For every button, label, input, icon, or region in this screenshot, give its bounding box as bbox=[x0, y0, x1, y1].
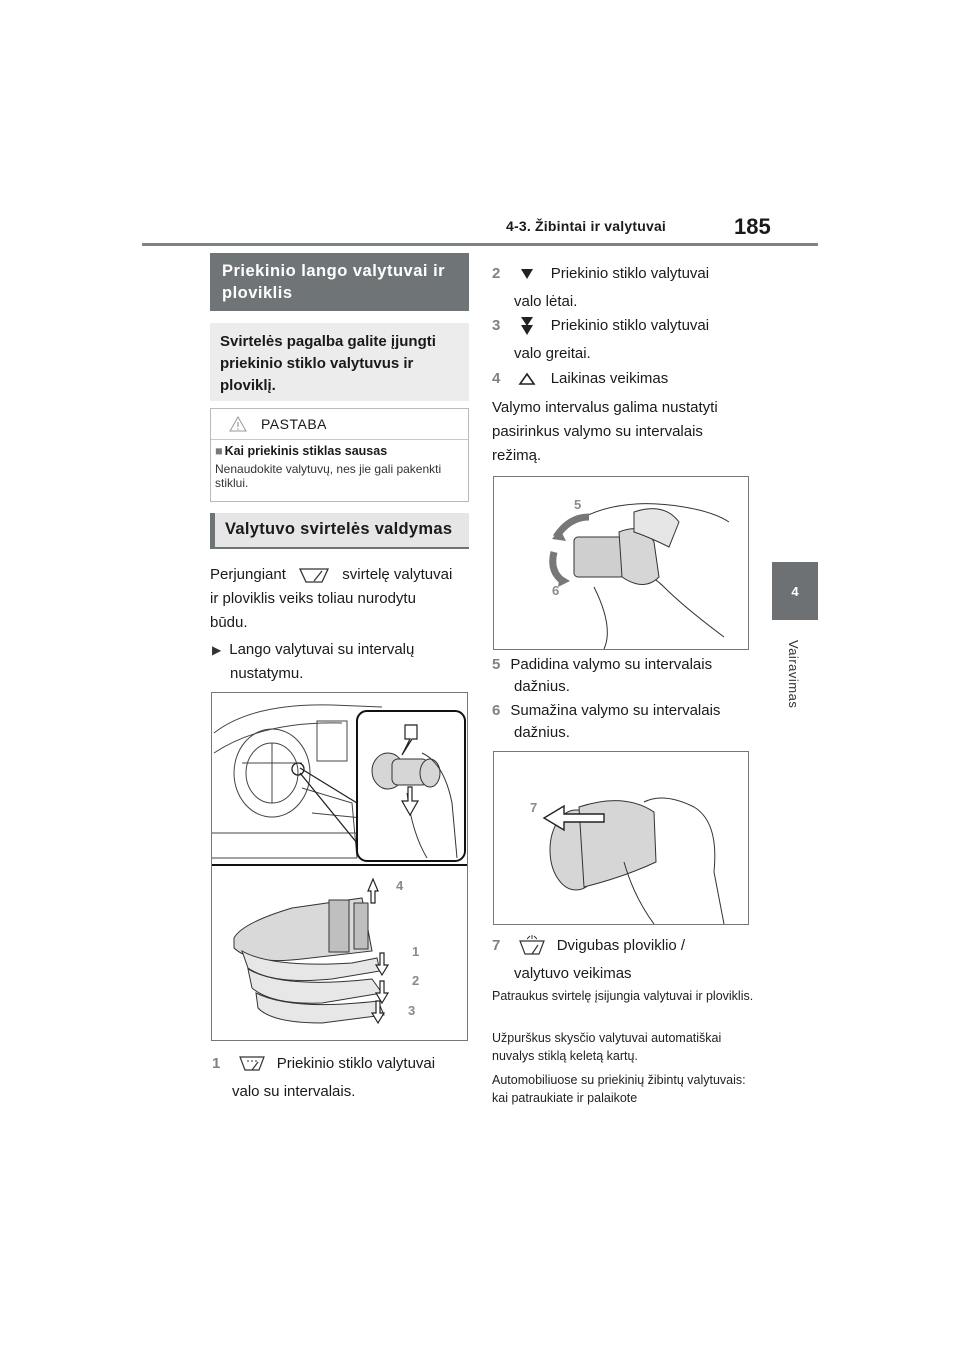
item-number: 5 bbox=[492, 656, 501, 673]
figure-label-1: 1 bbox=[412, 944, 420, 959]
item-number: 1 bbox=[212, 1055, 221, 1072]
para-line: režimą. bbox=[492, 447, 542, 464]
notice-subheading bbox=[211, 440, 468, 458]
figure-label-3: 3 bbox=[408, 1003, 416, 1018]
interval-paragraph bbox=[492, 396, 764, 468]
small-paragraph: Užpurškus skysčio valytuvai automatiškai nuvalys stiklą keletą kartų. bbox=[492, 1031, 722, 1063]
para-text-1: Perjungiant bbox=[210, 566, 286, 583]
item-number: 4 bbox=[492, 370, 501, 387]
interval-ring-illustration bbox=[494, 477, 748, 649]
section-heading: Valytuvo svirtelės valdymas bbox=[210, 513, 469, 549]
figure-label-6: 6 bbox=[552, 583, 560, 598]
lever-illustration bbox=[212, 693, 467, 1040]
page-number: 185 bbox=[734, 214, 771, 239]
operation-paragraph bbox=[210, 563, 472, 635]
para-line: pasirinkus valymo su intervalais bbox=[492, 423, 703, 440]
para-text-2: svirtelę valytuvai bbox=[342, 566, 453, 583]
item-number: 2 bbox=[492, 265, 501, 282]
chapter-label: Vairavimas bbox=[786, 640, 801, 709]
topic-title: Priekinio lango valytuvai ir ploviklis bbox=[210, 253, 469, 311]
list-item bbox=[492, 699, 762, 743]
item-text: Padidina valymo su intervalais bbox=[510, 656, 713, 673]
notice-label: PASTABA bbox=[261, 416, 328, 432]
list-item bbox=[492, 653, 762, 697]
figure-washer-pull bbox=[493, 751, 749, 925]
figure-interval-ring bbox=[493, 476, 749, 650]
washer-pull-illustration bbox=[494, 752, 748, 924]
section-title: 4-3. Žibintai ir valytuvai bbox=[506, 218, 667, 234]
item-text: Priekinio stiklo valytuvai bbox=[550, 265, 710, 282]
item-text-2: valo greitai. bbox=[514, 345, 591, 362]
bullet-item bbox=[212, 638, 472, 686]
small-paragraph: Patraukus svirtelę įsijungia valytuvai ir ploviklis. bbox=[492, 989, 754, 1003]
header-rule bbox=[142, 243, 818, 246]
item-number: 6 bbox=[492, 702, 501, 719]
square-bullet-icon: ■ bbox=[215, 444, 223, 458]
small-paragraph: Automobiliuose su priekinių žibintų valytuvais: kai patraukiate ir palaikote bbox=[492, 1073, 746, 1105]
para-text-4: būdu. bbox=[210, 614, 248, 631]
chapter-tab[interactable]: 4 bbox=[772, 562, 818, 620]
warning-icon bbox=[229, 416, 247, 432]
list-item bbox=[492, 262, 762, 314]
wiper-icon bbox=[294, 565, 334, 585]
item-number: 3 bbox=[492, 317, 501, 334]
item-text: Sumažina valymo su intervalais bbox=[510, 702, 721, 719]
item-text-2: valo su intervalais. bbox=[232, 1083, 356, 1100]
item-text-2: valytuvo veikimas bbox=[514, 965, 632, 982]
notice-subheading-text: Kai priekinis stiklas sausas bbox=[224, 444, 388, 458]
item-text-2: valo lėtai. bbox=[514, 293, 578, 310]
mist-icon bbox=[517, 372, 537, 386]
low-speed-icon bbox=[517, 267, 537, 281]
para-line: Valymo intervalus galima nustatyti bbox=[492, 399, 718, 416]
item-text-2: dažnius. bbox=[514, 724, 570, 741]
bullet-text-1: Lango valytuvai su intervalų bbox=[229, 641, 415, 658]
intro-box: Svirtelės pagalba galite įjungti priekinio stiklo valytuvus ir ploviklį. bbox=[210, 323, 469, 401]
notice-text: Nenaudokite valytuvų, nes jie gali pakenkti stiklui. bbox=[215, 462, 442, 490]
item-text: Priekinio stiklo valytuvai bbox=[276, 1055, 436, 1072]
list-item bbox=[492, 314, 762, 366]
item-number: 7 bbox=[492, 937, 501, 954]
item-text: Laikinas veikimas bbox=[550, 370, 669, 387]
item-text-2: dažnius. bbox=[514, 678, 570, 695]
bullet-text-2: nustatymu. bbox=[230, 665, 304, 682]
para-text-3: ir ploviklis veiks toliau nurodytu bbox=[210, 590, 416, 607]
high-speed-icon bbox=[517, 315, 537, 337]
notice-box bbox=[210, 408, 469, 502]
wiper-interval-icon bbox=[237, 1054, 267, 1074]
triangle-bullet-icon: ▶ bbox=[212, 643, 222, 657]
figure-label-4: 4 bbox=[396, 878, 404, 893]
list-item bbox=[212, 1052, 472, 1104]
figure-label-7: 7 bbox=[530, 800, 538, 815]
item-text: Priekinio stiklo valytuvai bbox=[550, 317, 710, 334]
washer-icon bbox=[517, 935, 547, 957]
list-item bbox=[492, 934, 762, 986]
item-text: Dvigubas ploviklio / bbox=[556, 937, 686, 954]
figure-label-5: 5 bbox=[574, 497, 582, 512]
list-item bbox=[492, 367, 762, 391]
figure-lever-positions bbox=[211, 692, 468, 1041]
notice-header bbox=[211, 409, 468, 440]
figure-label-2: 2 bbox=[412, 973, 420, 988]
